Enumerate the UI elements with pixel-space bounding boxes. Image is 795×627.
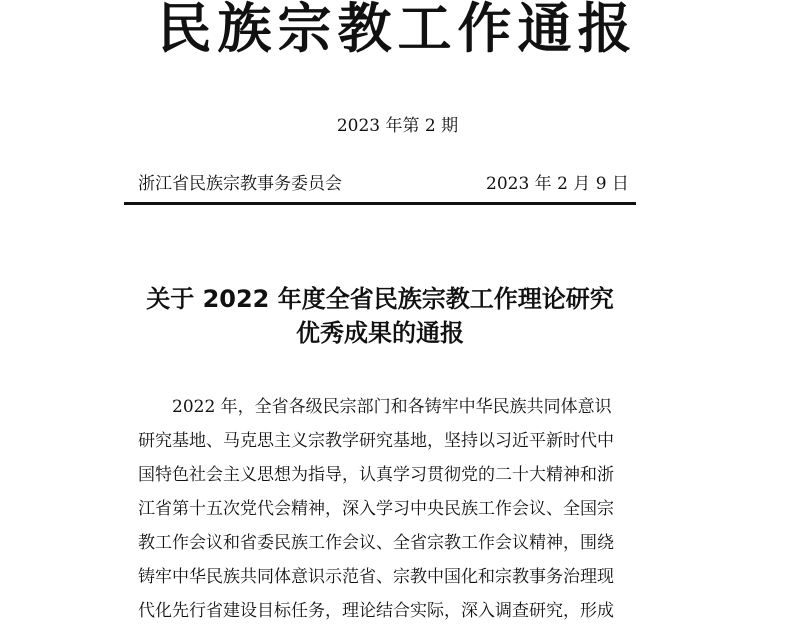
title-line: 优秀成果的通报 [296, 319, 464, 347]
issuer-name: 浙江省民族宗教事务委员会 [138, 174, 342, 194]
body-line: 江省第十五次党代会精神，深入学习中央民族工作会议、全国宗 [138, 499, 614, 519]
header-divider [124, 202, 636, 205]
body-line: 教工作会议和省委民族工作会议、全省宗教工作会议精神，围绕 [138, 533, 614, 553]
issue-number: 2023 年第 2 期 [336, 116, 459, 136]
publication-date: 2023 年 2 月 9 日 [486, 174, 629, 194]
document-title [100, 282, 660, 350]
title-line: 关于 2022 年度全省民族宗教工作理论研究 [146, 285, 614, 313]
body-line: 铸牢中华民族共同体意识示范省、宗教中国化和宗教事务治理现 [138, 567, 614, 587]
masthead-title: 民族宗教工作通报 [157, 0, 638, 60]
body-line: 代化先行省建设目标任务，理论结合实际，深入调查研究，形成 [138, 601, 614, 621]
body-line: 研究基地、马克思主义宗教学研究基地，坚持以习近平新时代中 [138, 431, 614, 451]
body-line: 国特色社会主义思想为指导，认真学习贯彻党的二十大精神和浙 [138, 465, 614, 485]
body-line: 2022 年，全省各级民宗部门和各铸牢中华民族共同体意识 [172, 397, 612, 417]
body-paragraph [138, 390, 678, 627]
